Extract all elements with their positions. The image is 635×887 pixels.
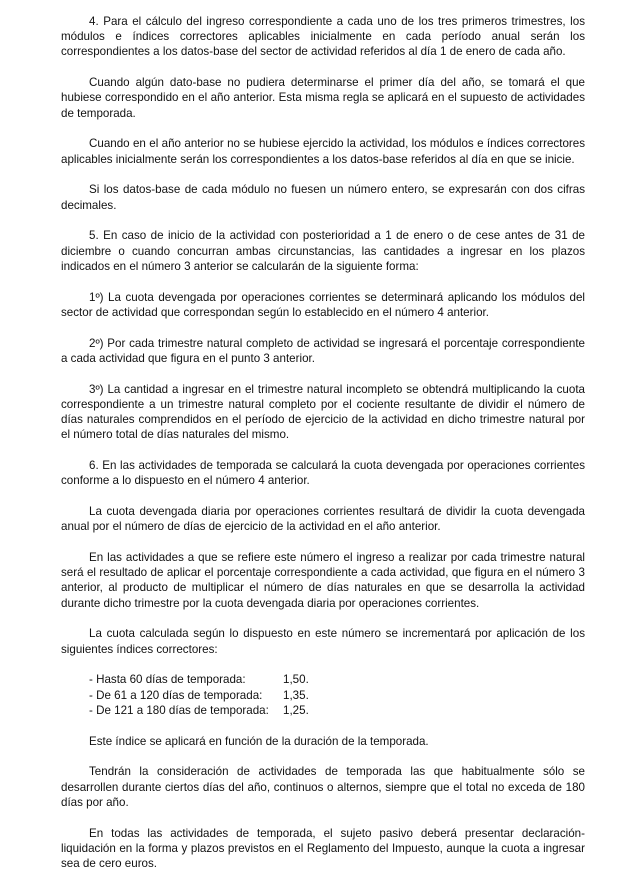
document-page <box>61 14 585 887</box>
corrector-range: - De 61 a 120 días de temporada: <box>89 688 263 702</box>
corrector-value: 1,50. <box>283 673 309 687</box>
paragraph-seasonal-declaration: En todas las actividades de temporada, el sujeto pasivo deberá presentar declaración-liquidación en la forma y plazos previstos en el Reglamento del Impuesto, aunque la cuota a ingresar sea de cero euros. <box>61 826 585 871</box>
paragraph-decimal-data-base: Si los datos-base de cada módulo no fuesen un número entero, se expresarán con dos cifras decimales. <box>61 183 585 212</box>
paragraph-5-start-or-cease: 5. En caso de inicio de la actividad con posterioridad a 1 de enero o de cese antes de 31 de diciembre o cuando concurran ambas circunstancias, las cantidades a ingresar en los plazos indicados en el número 3 anterior se calcularán de la siguiente forma: <box>61 229 585 273</box>
corrector-range: - Hasta 60 días de temporada: <box>89 673 246 687</box>
paragraph-6-seasonal-activities: 6. En las actividades de temporada se calculará la cuota devengada por operaciones corrientes conforme a lo dispuesto en el número 4 anterior. <box>61 459 585 488</box>
paragraph-rule-2: 2º) Por cada trimestre natural completo de actividad se ingresará el porcentaje correspondiente a cada actividad que figura en el punto 3 anterior. <box>61 336 585 365</box>
list-item <box>89 688 585 703</box>
paragraph-daily-quota: La cuota devengada diaria por operaciones corrientes resultará de dividir la cuota devengada anual por el número de días de ejercicio de la actividad en el año anterior. <box>61 505 585 534</box>
paragraph-no-prior-activity: Cuando en el año anterior no se hubiese ejercido la actividad, los módulos e índices correctores aplicables inicialmente serán los correspondientes a los datos-base referidos al día en que se inicie. <box>61 137 585 166</box>
list-item <box>89 672 585 687</box>
list-item <box>89 703 585 718</box>
corrector-index-list <box>61 672 585 718</box>
corrector-value: 1,35. <box>283 688 309 702</box>
paragraph-rule-3: 3º) La cantidad a ingresar en el trimestre natural incompleto se obtendrá multiplicando la cuota correspondiente a un trimestre natural completo por el cociente resultante de dividir el número de días naturales comprendidos en el período de ejercicio de la actividad en dicho trimestre natural por el número total de días naturales del mismo. <box>61 382 585 442</box>
paragraph-missing-data-base: Cuando algún dato-base no pudiera determinarse el primer día del año, se tomará el que hubiese correspondido en el año anterior. Esta misma regla se aplicará en el supuesto de actividades de temporada. <box>61 76 585 120</box>
paragraph-index-application: Este índice se aplicará en función de la duración de la temporada. <box>89 734 429 748</box>
paragraph-4-initial-modules: 4. Para el cálculo del ingreso correspondiente a cada uno de los tres primeros trimestres, los módulos e índices correctores aplicables inicialmente en cada período anual serán los correspondientes a los datos-base del sector de actividad referidos al día 1 de enero de cada año. <box>61 15 585 59</box>
paragraph-corrector-intro: La cuota calculada según lo dispuesto en este número se incrementará por aplicación de los siguientes índices correctores: <box>61 627 585 656</box>
corrector-range: - De 121 a 180 días de temporada: <box>89 703 269 717</box>
paragraph-quarterly-payment: En las actividades a que se refiere este número el ingreso a realizar por cada trimestre natural será el resultado de aplicar el porcentaje correspondiente a cada actividad, que figura en el número 3 anterior, al producto de multiplicar el número de días naturales en que se desarrolla la actividad durante dicho trimestre por la cuota devengada diaria por operaciones corrientes. <box>61 551 585 610</box>
paragraph-seasonal-definition: Tendrán la consideración de actividades de temporada las que habitualmente sólo se desarrollen durante ciertos días del año, continuos o alternos, siempre que el total no exceda de 180 días por año. <box>61 765 585 809</box>
corrector-value: 1,25. <box>283 703 309 717</box>
paragraph-rule-1: 1º) La cuota devengada por operaciones corrientes se determinará aplicando los módulos del sector de actividad que correspondan según lo establecido en el número 4 anterior. <box>61 290 585 319</box>
